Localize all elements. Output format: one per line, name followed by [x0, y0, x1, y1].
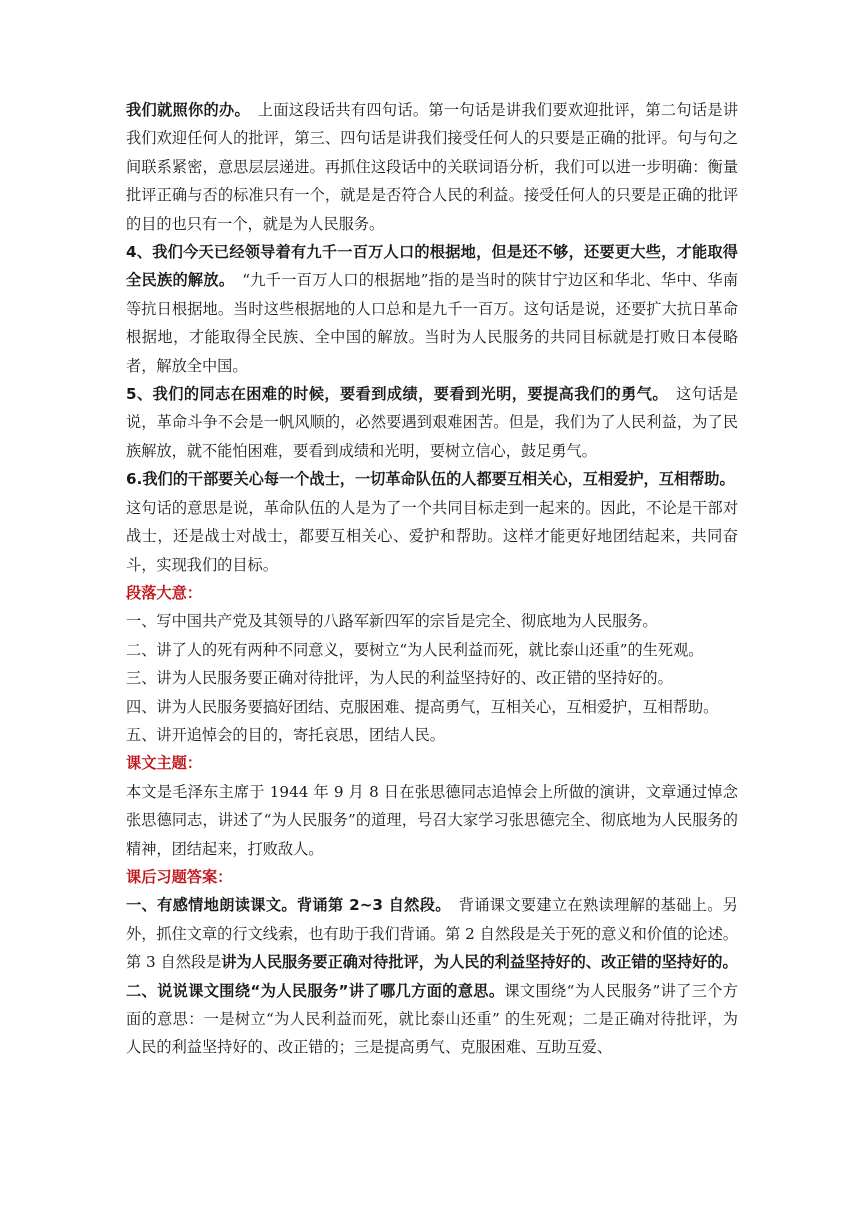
answer-text: 背诵课文要建立在熟读理解的基础上。另外，抓住文章的行文线索，也有助于我们背诵。第 2 自然段是关于死的意义和价值的论述。第 3 自然段是: [126, 896, 738, 972]
paragraph-5-explanation: [126, 380, 738, 465]
section-heading-summary: 段落大意：: [126, 583, 202, 602]
document-page: [126, 96, 743, 1062]
answer-bold-tail: 讲为人民服务要正确对待批评，为人民的利益坚持好的、改正错的坚持好的。: [221, 953, 738, 972]
quote-bold: 4、我们今天已经领导着有九千一百万人口的根据地，但是还不够，还要更大些，才能取得全民族的解放。: [126, 243, 738, 290]
explanation-text: “九千一百万人口的根据地”指的是当时的陕甘宁边区和华北、华中、华南等抗日根据地。当时这些根据地的人口总和是九千一百万。这句话是说，还要扩大抗日革命根据地，才能取得全民族、全中国的解放。当时为人民服务的共同目标就是打败日本侵略者，解放全中国。: [126, 271, 739, 375]
summary-item: 四、讲为人民服务要搞好团结、克服困难、提高勇气，互相关心，互相爱护，互相帮助。: [126, 697, 719, 716]
question-bold: 二、说说课文围绕“为人民服务”讲了哪几方面的意思。: [126, 981, 505, 1000]
quote-bold: 6.我们的干部要关心每一个战士，一切革命队伍的人都要互相关心，互相爱护，互相帮助。: [126, 470, 728, 489]
answer-1: [126, 891, 738, 976]
quote-bold: 5、我们的同志在困难的时候，要看到成绩，要看到光明，要提高我们的勇气。: [126, 385, 661, 404]
section-heading-theme: 课文主题：: [126, 754, 202, 773]
paragraph-3-explanation: [126, 96, 738, 238]
explanation-text: 上面这段话共有四句话。第一句话是讲我们要欢迎批评，第二句话是讲我们欢迎任何人的批评，第三、四句话是讲我们接受任何人的只要是正确的批评。句与句之间联系紧密，意思层层递进。再抓住这段话中的关联词语分析，我们可以进一步明确：衡量批评正确与否的标准只有一个，就是是否符合人民的利益。接受任何人的只要是正确的批评的目的也只有一个，就是为人民服务。: [126, 101, 739, 233]
answer-2: [126, 977, 738, 1062]
explanation-text: 这句话的意思是说，革命队伍的人是为了一个共同目标走到一起来的。因此，不论是干部对战士，还是战士对战士，都要互相关心、爱护和帮助。这样才能更好地团结起来，共同奋斗，实现我们的目标。: [126, 470, 743, 574]
summary-item: 二、讲了人的死有两种不同意义，要树立“为人民利益而死，就比泰山还重”的生死观。: [126, 640, 704, 659]
summary-item: 一、写中国共产党及其领导的八路军新四军的宗旨是完全、彻底地为人民服务。: [126, 612, 658, 631]
summary-item: 三、讲为人民服务要正确对待批评，为人民的利益坚持好的、改正错的坚持好的。: [126, 669, 673, 688]
explanation-text: 这句话是说，革命斗争不会是一帆风顺的，必然要遇到艰难困苦。但是，我们为了人民利益，为了民族解放，就不能怕困难，要看到成绩和光明，要树立信心，鼓足勇气。: [126, 385, 739, 460]
theme-text: 本文是毛泽东主席于 1944 年 9 月 8 日在张思德同志追悼会上所做的演讲，文章通过悼念张思德同志，讲述了“为人民服务”的道理，号召大家学习张思德完全、彻底地为人民服务的精神，团结起来，打败敌人。: [126, 782, 738, 858]
paragraph-6-explanation: [126, 465, 743, 579]
question-bold: 一、有感情地朗读课文。背诵第 2~3 自然段。: [126, 896, 444, 915]
paragraph-4-explanation: [126, 238, 738, 380]
section-heading-answers: 课后习题答案：: [126, 867, 233, 886]
summary-item: 五、讲开追悼会的目的，寄托哀思，团结人民。: [126, 725, 445, 744]
answer-text: 课文围绕“为人民服务”讲了三个方面的意思：一是树立“为人民利益而死，就比泰山还重” 的生死观；二是正确对待批评，为人民的利益坚持好的、改正错的；三是提高勇气、克服困难、互助互爱、: [126, 981, 739, 1057]
quote-bold: 我们就照你的办。: [126, 101, 243, 119]
